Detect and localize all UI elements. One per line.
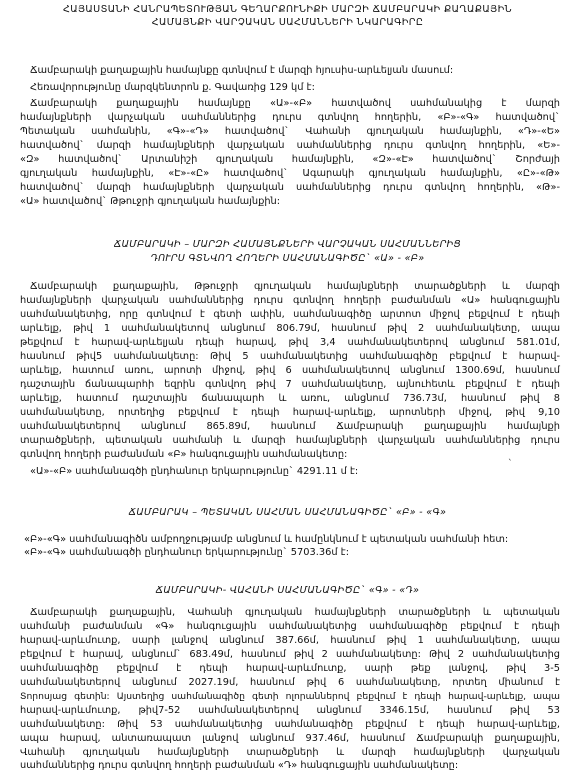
section-body-line: դաշտային ճանապարհի եզրին գտնվող թիվ 7 սահմանակետը, այնուհետև բեքվում է դեպի xyxy=(20,379,560,390)
section-body-line: հասնում թիվ5 սահմանակետը: Թիվ 5 սահմանակետից սահմանագիծը բեքվում է հարավ- xyxy=(20,351,560,362)
section-length-line: «Բ»-«Գ» սահմանագծի ընդհանուր երկարությունը` 5703.36մ է: xyxy=(24,547,349,558)
section-length-line: «Ա»-«Բ» սահմանագծի ընդհանուր երկարությունը` 4291.11 մ է: xyxy=(30,466,359,477)
section-body-line: սահմաններից դուրս գտնվող հողերի բաժանման «Դ» հանգուցային սահմանակետը: xyxy=(20,760,459,771)
intro-line: գյուղական համայնքին, «Է»-«Ը» հատվածով` Ագարակի գյուղական համայնքին, «Ը»-«Թ» xyxy=(20,168,560,179)
section-body-line: բեքվում է հարավ, անցնում` 683.49մ, հասնում թիվ 2 սահմանակետը: Թիվ 2 սահմանակետից xyxy=(20,649,560,660)
intro-line: համայնքների վարչական սահմաններից դուրս գտնվող հողերին, «Բ»-«Գ» հատվածով` xyxy=(20,112,560,123)
section-body-line: սահմանագիծը բեքվում է դեպի հարավ-արևմուտք, սարի թեք լանջով, թիվ 3-5 xyxy=(20,663,560,674)
intro-line: Ճամբարակի քաղաքային համայնքը «Ա»-«Բ» հատվածով սահմանակից է մարզի xyxy=(30,98,560,109)
intro-line: Պետական սահմանին, «Գ»-«Դ» հատվածով` Վահանի գյուղական համայնքին, «Դ»-«Ե» xyxy=(20,126,560,137)
section-body-line: Ճամբարակի քաղաքային, Թթուջրի գյուղական համայնքների տարածքների և մարզի xyxy=(30,281,560,292)
section-body-line: հարավ-արևմուտք, թիվ7-52 սահմանակետերով անցնում 3346.15մ, հասնում թիվ 53 xyxy=(20,705,560,716)
section-body-line: ապա հարավ, անտառապատ լանջով անցնում 937.46մ, հասնում Ճամբարակի քաղաքային, xyxy=(20,733,560,744)
section-heading-line: ՃԱՄԲԱՐԱԿ – ՊԵՏԱԿԱՆ ՍԱՀՄԱՆ ՍԱՀՄԱՆԱԳԻԾԸ` «Բ» - «Գ» xyxy=(128,507,447,518)
section-body-line: «Բ»-«Գ» սահմանագիծն ամբողջությամբ անցնում և համընկնում է պետական սահմանի հետ: xyxy=(24,534,509,545)
section-body-line: սահմանակետերով անցնում 865.89մ, հասնում Ճամբարակի քաղաքային համայնքի xyxy=(20,421,560,432)
section-body-line: սահմանակետը: Թիվ 53 սահմանակետից սահմանագիծը բեքվում է դեպի հարավ-արևելք, xyxy=(20,719,560,730)
section-body-line: արևելք, թիվ 1 սահմանակետով անցնում 806.79մ, հասնում թիվ 2 սահմանակետը, ապա xyxy=(20,323,560,334)
section-body-line: տարածքների, պետական սահմանի և մարզի համայնքների վարչական սահմաններից դուրս xyxy=(20,435,560,446)
section-body-line: սահմանակետից, որը գտնվում է գետի ափին, սահմանագիծը արտոտ միջով բեքվում է դեպի xyxy=(20,309,560,320)
section-body-line: Տորոսյաց գետին: Այստեղից սահմանագիծը գետի ոլորաններով բեքվում է դեպի հարավ-արևելք, ապա xyxy=(20,691,560,702)
section-body-line: Ճամբարակի քաղաքային, Վահանի գյուղական համայնքների տարածքների և պետական xyxy=(30,607,560,618)
document-title-line-2: ՀԱՄԱՅՆՔԻ ՎԱՐՉԱԿԱՆ ՍԱՀՄԱՆՆԵՐԻ ՆԿԱՐԱԳԻՐԸ xyxy=(151,17,424,28)
section-body-line: արևելք, հատում առու, արոտի միջով, թիվ 6 սահմանակետով անցնում 1300.69մ, հասնում xyxy=(20,365,560,376)
section-body-line: համայնքների վարչական սահմաններից դուրս գտնվող հողերի բաժանման «Ա» հանգուցային xyxy=(20,295,560,306)
section-heading-line: ՃԱՄԲԱՐԱԿԻ – ՄԱՐԶԻ ՀԱՄԱՅՆՔՆԵՐԻ ՎԱՐՉԱԿԱՆ ՍԱՀՄԱՆՆԵՐԻՑ xyxy=(113,239,462,250)
intro-line: Ճամբարակի քաղաքային համայնքը գտնվում է մարզի հյուսիս-արևելյան մասում: xyxy=(30,65,454,76)
intro-line: հատվածով` մարզի համայնքների վարչական սահմաններից դուրս գտնվող հողերին, «Թ»- xyxy=(20,182,560,193)
section-body-line: Վահանի գյուղական համայնքների տարածքների և մարզի համայնքների վարչական xyxy=(20,747,560,758)
section-body-line: սահմանի բաժանման «Գ» հանգուցային սահմանակետից սահմանագիծը բեքվում է դեպի xyxy=(20,621,560,632)
section-heading-line: ԴՈՒՐՍ ԳՏՆՎՈՂ ՀՈՂԵՐԻ ՍԱՀՄԱՆԱԳԻԾԸ` «Ա» - «Բ» xyxy=(150,253,425,264)
scan-mark: ` xyxy=(508,459,513,469)
intro-line: «Զ» հատվածով` Արտանիշի գյուղական համայնքին, «Զ»-«Է» հատվածով` Շորժայի xyxy=(20,154,560,165)
intro-line: Հեռավորությունը մարզկենտրոն ք. Գավառից 129 կմ է: xyxy=(30,82,315,93)
section-body-line: արևելք, հատում դաշտային ճանապարհ և առու, անցնում 736.73մ, հասնում թիվ 8 xyxy=(20,393,560,404)
section-body-line: սահմանակետերով անցնում 2027.19մ, հասնում թիվ 6 սահմանակետը, որտեղ միանում է xyxy=(20,677,560,688)
document-title-line-1: ՀԱՅԱՍՏԱՆԻ ՀԱՆՐԱՊԵՏՈՒԹՅԱՆ ԳԵՂԱՐՔՈՒՆԻՔԻ ՄԱՐԶԻ ՃԱՄԲԱՐԱԿԻ ՔԱՂԱՔԱՅԻՆ xyxy=(63,4,512,15)
section-heading-line: ՃԱՄԲԱՐԱԿԻ- ՎԱՀԱՆԻ ՍԱՀՄԱՆԱԳԻԾԸ` «Գ» - «Դ» xyxy=(155,585,420,596)
intro-line: «Ա» հատվածով` Թթուջրի գյուղական համայնքին: xyxy=(20,196,281,207)
section-body-line: գտնվող հողերի բաժանման «Բ» հանգուցային սահմանակետը: xyxy=(20,449,348,460)
section-body-line: սահմանակետը, որտեղից բեքվում է դեպի հարավ-արևելք, արոտների միջով, թիվ 9,10 xyxy=(20,407,560,418)
intro-line: հատվածով` մարզի համայնքների վարչական սահմաններից դուրս գտնվող հողերին, «Ե»- xyxy=(20,140,560,151)
section-body-line: հարավ-արևմուտք, սարի լանջով անցնում 387.66մ, հասնում թիվ 1 սահմանակետը, ապա xyxy=(20,635,560,646)
section-body-line: թեքվում է հարավ-արևելյան դեպի հարավ, թիվ 3,4 սահմանակետերով անցնում 581.01մ, xyxy=(20,337,560,348)
